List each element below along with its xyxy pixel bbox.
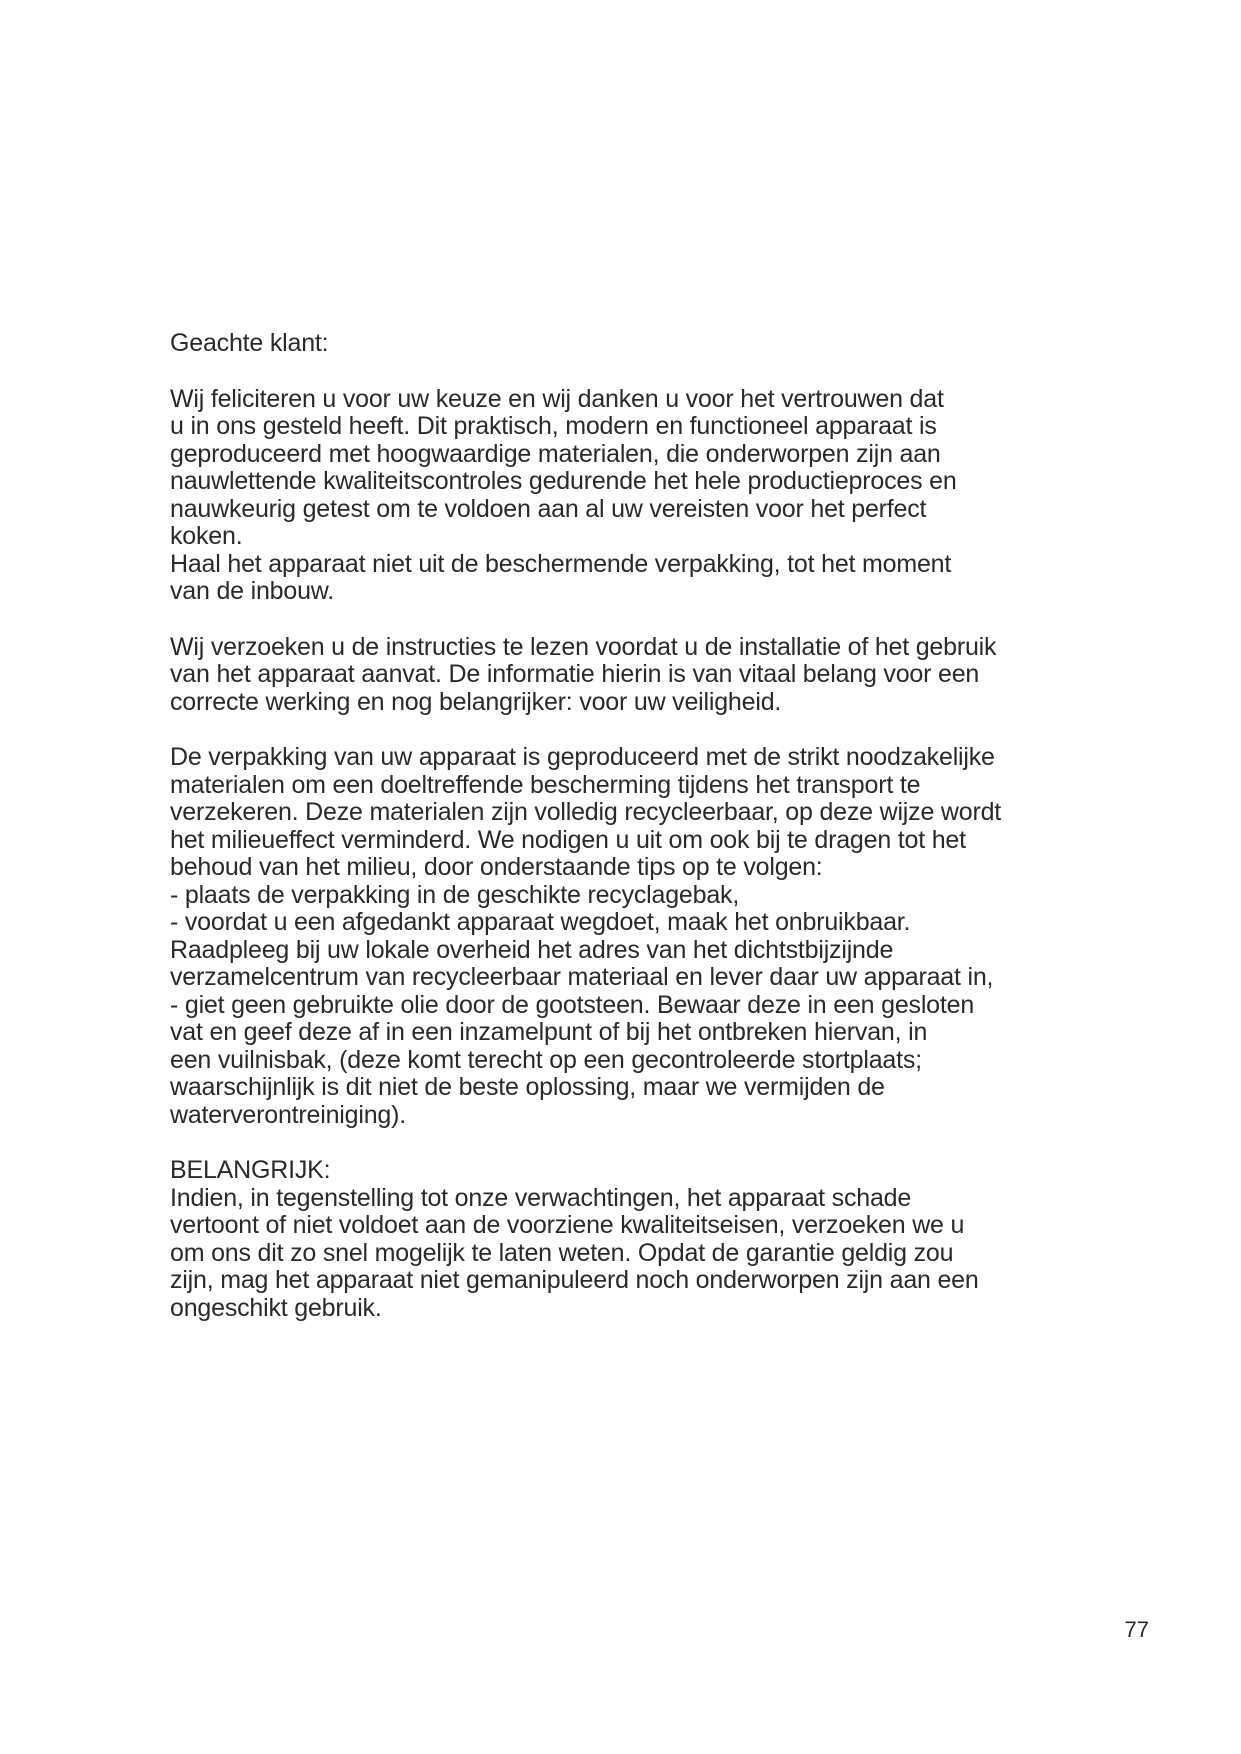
text-line: verzamelcentrum van recycleerbaar materiaal en lever daar uw apparaat in,: [170, 963, 994, 991]
paragraph-1: [170, 386, 1100, 606]
paragraphs-container: [170, 386, 1100, 1323]
text-line: van het apparaat aanvat. De informatie hierin is van vitaal belang voor een: [170, 660, 980, 688]
text-line: waarschijnlijk is dit niet de beste oplossing, maar we vermijden de: [170, 1073, 885, 1101]
text-line: verzekeren. Deze materialen zijn volledig recycleerbaar, op deze wijze wordt: [170, 798, 1002, 826]
text-line: De verpakking van uw apparaat is geproduceerd met de strikt noodzakelijke: [170, 743, 995, 771]
text-line: zijn, mag het apparaat niet gemanipuleerd noch onderworpen zijn aan een: [170, 1266, 979, 1294]
text-line: om ons dit zo snel mogelijk te laten weten. Opdat de garantie geldig zou: [170, 1238, 954, 1267]
text-line: vertoont of niet voldoet aan de voorziene kwaliteitseisen, verzoeken we u: [170, 1211, 965, 1239]
page-number: 77: [1124, 1617, 1149, 1642]
text-line: - voordat u een afgedankt apparaat wegdoet, maak het onbruikbaar.: [170, 908, 911, 936]
text-line: nauwlettende kwaliteitscontroles gedurende het hele productieproces en: [170, 467, 957, 495]
text-line: ongeschikt gebruik.: [170, 1293, 382, 1322]
text-line: het milieueffect verminderd. We nodigen u uit om ook bij te dragen tot het: [170, 825, 966, 854]
letter-body: [170, 330, 1100, 1350]
text-line: nauwkeurig getest om te voldoen aan al uw vereisten voor het perfect: [170, 494, 927, 523]
text-line: - plaats de verpakking in de geschikte recyclagebak,: [170, 880, 740, 909]
text-line: vat en geef deze af in een inzamelpunt of bij het ontbreken hiervan, in: [170, 1018, 928, 1046]
text-line: Indien, in tegenstelling tot onze verwachtingen, het apparaat schade: [170, 1183, 912, 1212]
text-line: Haal het apparaat niet uit de beschermende verpakking, tot het moment: [170, 549, 952, 578]
text-line: Raadpleeg bij uw lokale overheid het adres van het dichtstbijzijnde: [170, 935, 894, 964]
text-line: u in ons gesteld heeft. Dit praktisch, modern en functioneel apparaat is: [170, 412, 937, 440]
text-line: correcte werking en nog belangrijker: voor uw veiligheid.: [170, 687, 782, 716]
text-line: behoud van het milieu, door onderstaande tips op te volgen:: [170, 853, 823, 881]
text-line: - giet geen gebruikte olie door de gootsteen. Bewaar deze in een gesloten: [170, 990, 975, 1019]
text-line: van de inbouw.: [170, 577, 334, 605]
text-line: koken.: [170, 522, 243, 550]
paragraph-2: [170, 634, 1100, 717]
text-line: waterverontreiniging).: [170, 1100, 406, 1129]
text-line: geproduceerd met hoogwaardige materialen, die onderworpen zijn aan: [170, 439, 941, 468]
text-line: BELANGRIJK:: [170, 1156, 331, 1184]
text-line: een vuilnisbak, (deze komt terecht op een gecontroleerde stortplaats;: [170, 1045, 922, 1074]
paragraph-4: [170, 1157, 1100, 1322]
text-line: Wij feliciteren u voor uw keuze en wij danken u voor het vertrouwen dat: [170, 384, 944, 413]
paragraph-3: [170, 744, 1100, 1129]
text-line: materialen om een doeltreffende bescherming tijdens het transport te: [170, 770, 921, 799]
text-line: Wij verzoeken u de instructies te lezen voordat u de installatie of het gebruik: [170, 632, 997, 661]
greeting: Geachte klant:: [170, 329, 329, 357]
